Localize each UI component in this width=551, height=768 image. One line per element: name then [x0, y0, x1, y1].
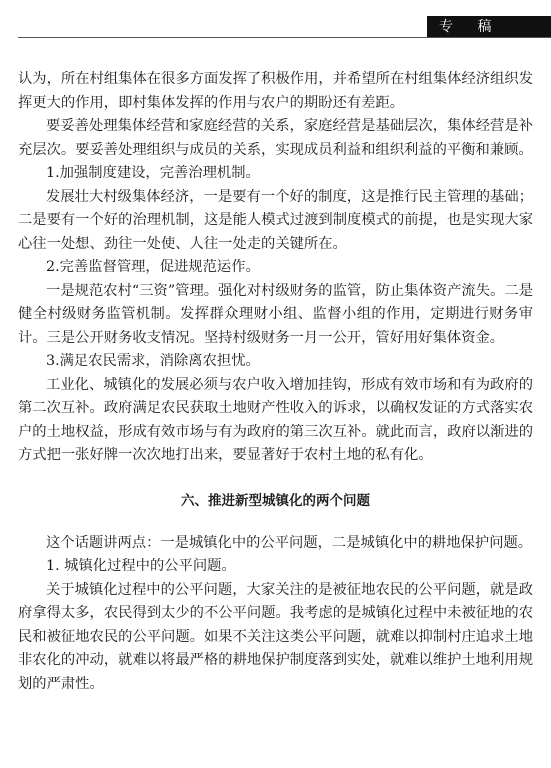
subheading: 2.完善监督管理，促进规范运作。: [46, 259, 260, 275]
paragraph: 认为，所在村组集体在很多方面发挥了积极作用，并希望所在村组集体经济组织发挥更大的作用，即村集体发挥的作用与农户的期盼还有差距。: [18, 71, 533, 111]
subheading: 1.加强制度建设，完善治理机制。: [46, 165, 260, 181]
paragraph: 发展壮大村级集体经济，一是要有一个好的制度，这是推行民主管理的基础；二是要有一个好的治理机制，这是能人模式过渡到制度模式的前提，也是实现大家心往一处想、劲往一处使、人往一处走的关键所在。: [18, 188, 533, 252]
header-rule: [18, 37, 551, 38]
subheading: 3.满足农民需求，消除离农担忧。: [46, 353, 260, 369]
paragraph: 工业化、城镇化的发展必须与农户收入增加挂钩，形成有效市场和有为政府的第二次互补。政府满足农民获取土地财产性收入的诉求，以确权发证的方式落实农户的土地权益，形成有效市场与有为政府的第三次互补。就此而言，政府以渐进的方式把一张好牌一次次地打出来，要显著好于农村土地的私有化。: [18, 376, 533, 463]
article-body: [18, 68, 533, 696]
paragraph: 关于城镇化过程中的公平问题，大家关注的是被征地农民的公平问题，就是政府拿得太多，农民得到太少的不公平问题。我考虑的是城镇化过程中未被征地的农民和被征地农民的公平问题。如果不关注这类公平问题，就难以抑制村庄追求土地非农化的冲动，就难以将最严格的耕地保护制度落到实处，就难以维护土地利用规划的严肃性。: [18, 581, 533, 692]
subheading: 1. 城镇化过程中的公平问题。: [46, 558, 236, 574]
section-tag: 专 稿: [427, 16, 551, 38]
paragraph: 一是规范农村“三资”管理。强化对村级财务的监管，防止集体资产流失。二是健全村级财务监管机制。发挥群众理财小组、监督小组的作用，定期进行财务审计。三是公开财务收支情况。坚持村级财务一月一公开，管好用好集体资金。: [18, 282, 533, 346]
paragraph: 这个话题讲两点：一是城镇化中的公平问题，二是城镇化中的耕地保护问题。: [46, 534, 533, 551]
paragraph: 要妥善处理集体经营和家庭经营的关系，家庭经营是基础层次，集体经营是补充层次。要妥善处理组织与成员的关系，实现成员利益和组织利益的平衡和兼顾。: [18, 118, 533, 158]
section-title: 六、推进新型城镇化的两个问题: [181, 492, 370, 509]
